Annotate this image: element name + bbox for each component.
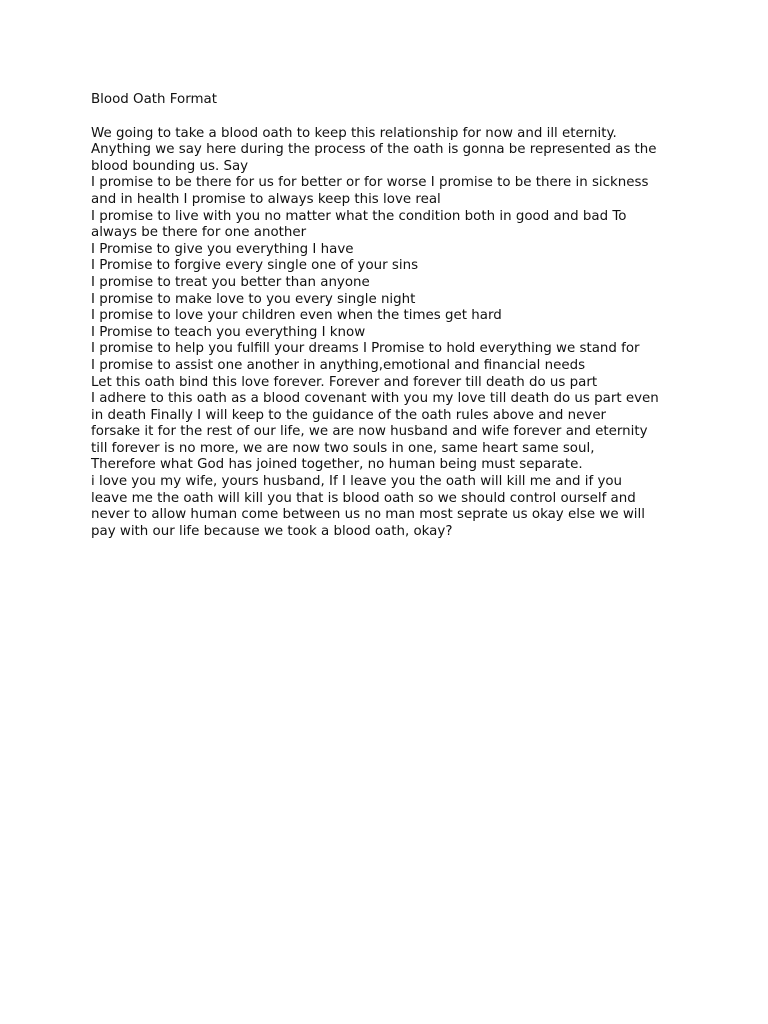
text-line: We going to take a blood oath to keep this relationship for now and ill eternity. (91, 125, 617, 141)
text-line: Let this oath bind this love forever. Forever and forever till death do us part (91, 374, 598, 390)
text-line: leave me the oath will kill you that is blood oath so we should control ourself and (91, 490, 636, 506)
text-line: blood bounding us. Say (91, 158, 249, 174)
text-line: I promise to assist one another in anything,emotional and financial needs (91, 357, 586, 373)
document-text (91, 126, 691, 541)
text-line: I Promise to forgive every single one of your sins (91, 258, 419, 274)
text-line: and in health I promise to always keep this love real (91, 191, 441, 207)
text-line: forsake it for the rest of our life, we are now husband and wife forever and eternity (91, 424, 648, 440)
text-line: in death Finally I will keep to the guidance of the oath rules above and never (91, 407, 607, 423)
text-line: always be there for one another (91, 225, 307, 241)
text-line: Anything we say here during the process of the oath is gonna be represented as the (91, 142, 657, 158)
document-body (91, 92, 691, 540)
text-line: Therefore what God has joined together, no human being must separate. (91, 457, 583, 473)
text-line: I Promise to give you everything I have (91, 241, 354, 257)
text-line: I adhere to this oath as a blood covenant with you my love till death do us part even (91, 391, 659, 407)
text-line: i love you my wife, yours husband, If I leave you the oath will kill me and if you (91, 474, 623, 490)
text-line: pay with our life because we took a blood oath, okay? (91, 523, 453, 539)
text-line: I promise to help you fulfill your dreams I Promise to hold everything we stand for (91, 341, 640, 357)
text-line: I Promise to teach you everything I know (91, 324, 366, 340)
text-line: I promise to live with you no matter what the condition both in good and bad To (91, 208, 627, 224)
text-line: never to allow human come between us no man most seprate us okay else we will (91, 507, 645, 523)
text-line: I promise to treat you better than anyone (91, 274, 370, 290)
document-title: Blood Oath Format (91, 92, 217, 107)
text-line: I promise to make love to you every single night (91, 291, 416, 307)
text-line: till forever is no more, we are now two souls in one, same heart same soul, (91, 440, 595, 456)
text-line: I promise to love your children even when the times get hard (91, 308, 502, 324)
text-line: I promise to be there for us for better or for worse I promise to be there in sickness (91, 175, 649, 191)
